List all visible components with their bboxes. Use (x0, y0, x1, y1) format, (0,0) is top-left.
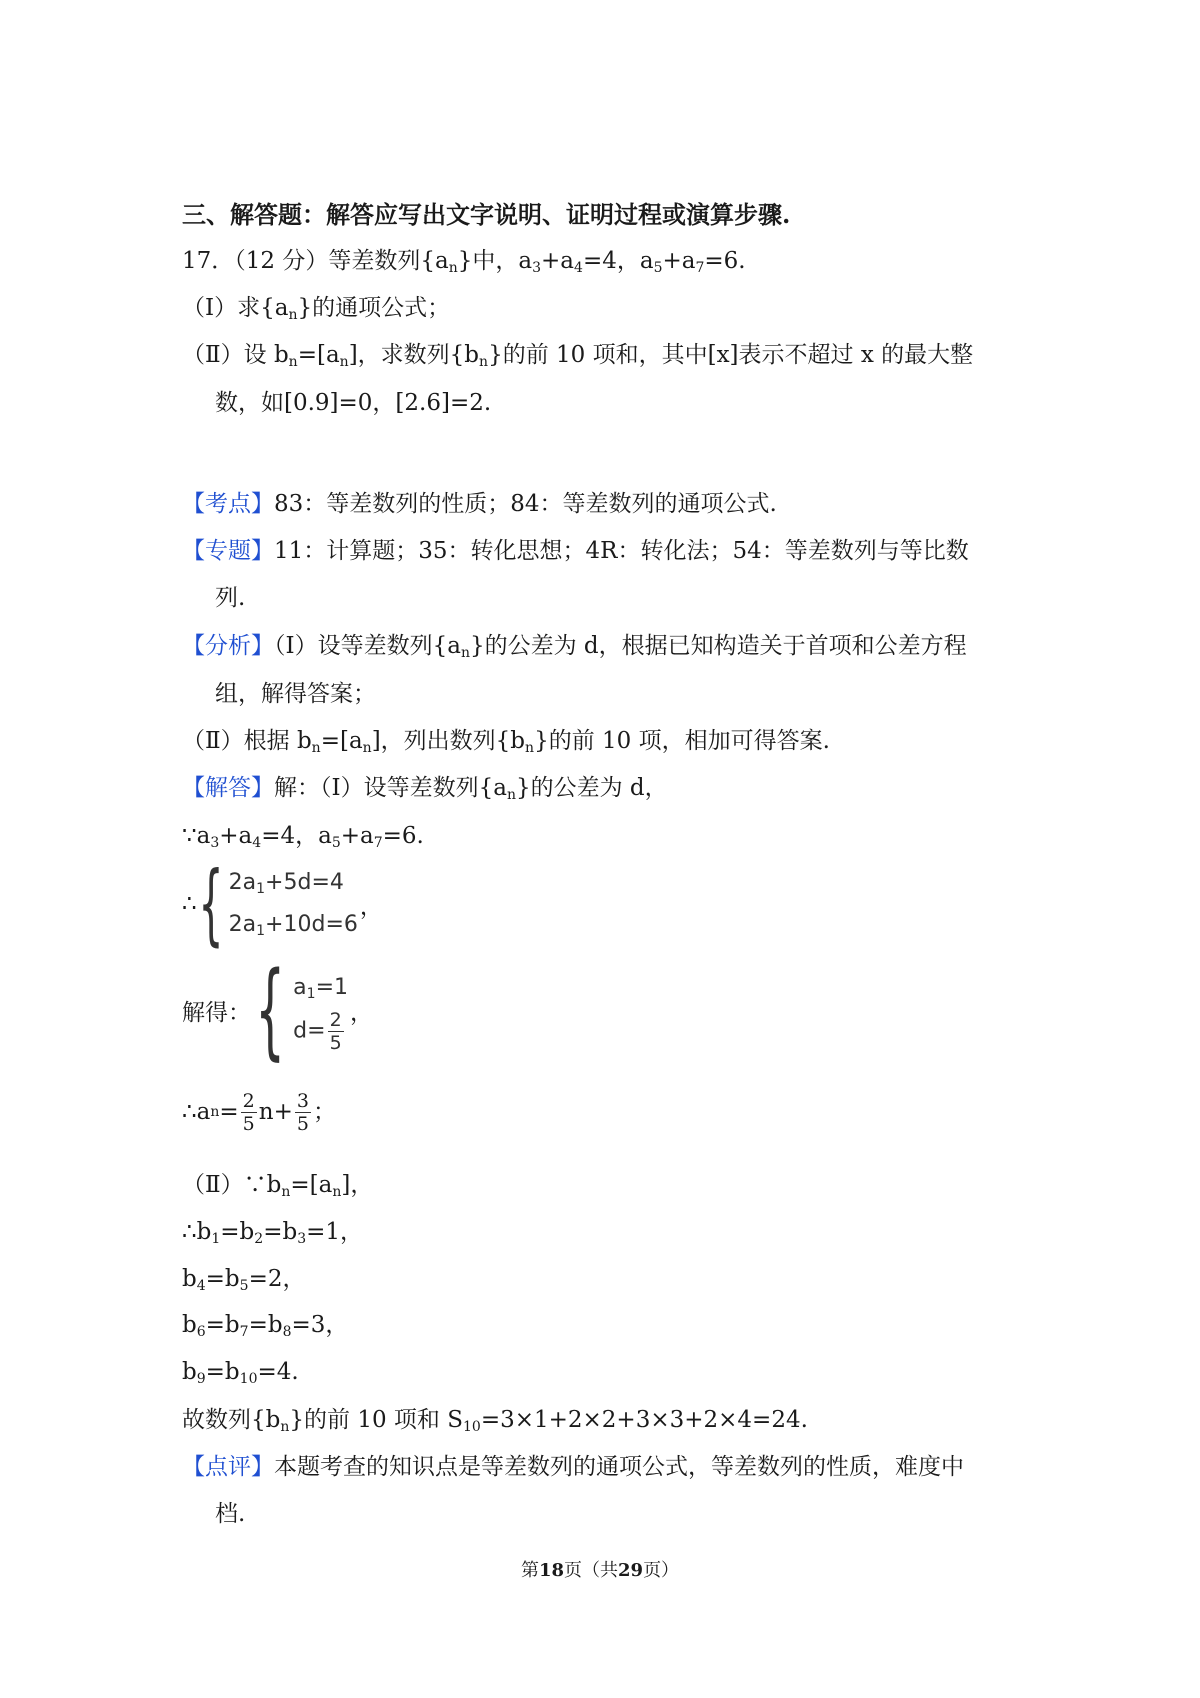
fraction: $\frac{2}{5}$ (242, 1089, 255, 1135)
system2-eq1: $a_1=1$ (293, 975, 349, 1003)
part2-because: $(Ⅱ)\because b_n=[a_n]$， (182, 1172, 374, 1200)
fenxi-line1: 【分析】（Ⅰ）设等差数列$\{a_n\}$的公差为 d，根据已知构造关于首项和公差方程 (182, 633, 967, 661)
zhuanti-line: 【专题】11：计算题；35：转化思想；4R：转化法；54：等差数列与等比数 (182, 538, 969, 564)
zhuanti-cont: 列. (215, 585, 246, 611)
left-brace: { (198, 852, 224, 956)
left-brace: { (255, 949, 285, 1071)
equation-system-2: 解得： { $a_1=1$ d= $\frac{2}{5}$ ， (182, 949, 374, 1071)
b678-line: $b_6=b_7=b_8=3$， (182, 1312, 349, 1340)
section-heading: 三、解答题：解答应写出文字说明、证明过程或演算步骤. (182, 200, 791, 229)
an-formula: ∴a n = $\frac{2}{5}$ n+ $\frac{3}{5}$ ； (182, 1089, 336, 1135)
jieda-label: 【解答】 (182, 775, 274, 801)
because-line: $\because a_3+a_4=4$，$a_5+a_7=6$. (182, 823, 424, 851)
problem-intro: 17．（12 分）等差数列$\{a_n\}$中，$a_3+a_4=4$，$a_5+a_7=6$. (182, 248, 746, 276)
problem-part2-cont: 数，如[0.9]=0，[2.6]=2. (215, 390, 492, 416)
b45-line: $b_4=b_5=2$， (182, 1266, 306, 1294)
equation-system-1: ∴ { $2a_1+5d=4$ $2a_1+10d=6$ ， (182, 852, 383, 956)
dianping-label: 【点评】 (182, 1454, 274, 1480)
kaodian-label: 【考点】 (182, 491, 274, 517)
dianping-cont: 档. (215, 1501, 246, 1527)
fenxi-line3: （Ⅱ）根据 $b_n=[a_n]$，列出数列$\{b_n\}$的前 10 项，相加可得答案. (182, 728, 830, 756)
solve-label: 解得： (182, 1000, 251, 1027)
sum-line: 故数列$\{b_n\}$的前 10 项和 $S_{10}=3\times 1+2\times 2+3\times 3+2\times 4=24$. (182, 1407, 808, 1435)
fenxi-line2: 组，解得答案； (215, 681, 376, 707)
system1-eq1: $2a_1+5d=4$ (228, 870, 344, 897)
problem-part2: （Ⅱ）设 $b_n=[a_n]$，求数列$\{b_n\}$的前 10 项和，其中[x]表示不超过 x 的最大整 (182, 342, 974, 370)
fraction: $\frac{2}{5}$ (329, 1009, 342, 1055)
system1-eq2: $2a_1+10d=6$ (228, 912, 358, 939)
problem-part1: （Ⅰ）求$\{a_n\}$的通项公式； (182, 295, 451, 323)
system2-eq2: d= $\frac{2}{5}$ (293, 1009, 342, 1055)
jieda-line1: 【解答】解：（Ⅰ）设等差数列$\{a_n\}$的公差为 d， (182, 775, 668, 803)
b910-line: $b_9=b_{10}=4$. (182, 1359, 299, 1387)
fenxi-label: 【分析】 (182, 633, 274, 659)
kaodian-line: 【考点】83：等差数列的性质；84：等差数列的通项公式. (182, 491, 777, 517)
b123-line: $\therefore b_1=b_2=b_3=1$， (182, 1219, 364, 1247)
therefore-symbol: ∴ (182, 891, 197, 917)
zhuanti-label: 【专题】 (182, 538, 274, 564)
fraction: $\frac{3}{5}$ (296, 1089, 309, 1135)
dianping-line: 【点评】本题考查的知识点是等差数列的通项公式，等差数列的性质，难度中 (182, 1454, 964, 1480)
page-number-footer: 第18页（共29页） (520, 1560, 680, 1581)
